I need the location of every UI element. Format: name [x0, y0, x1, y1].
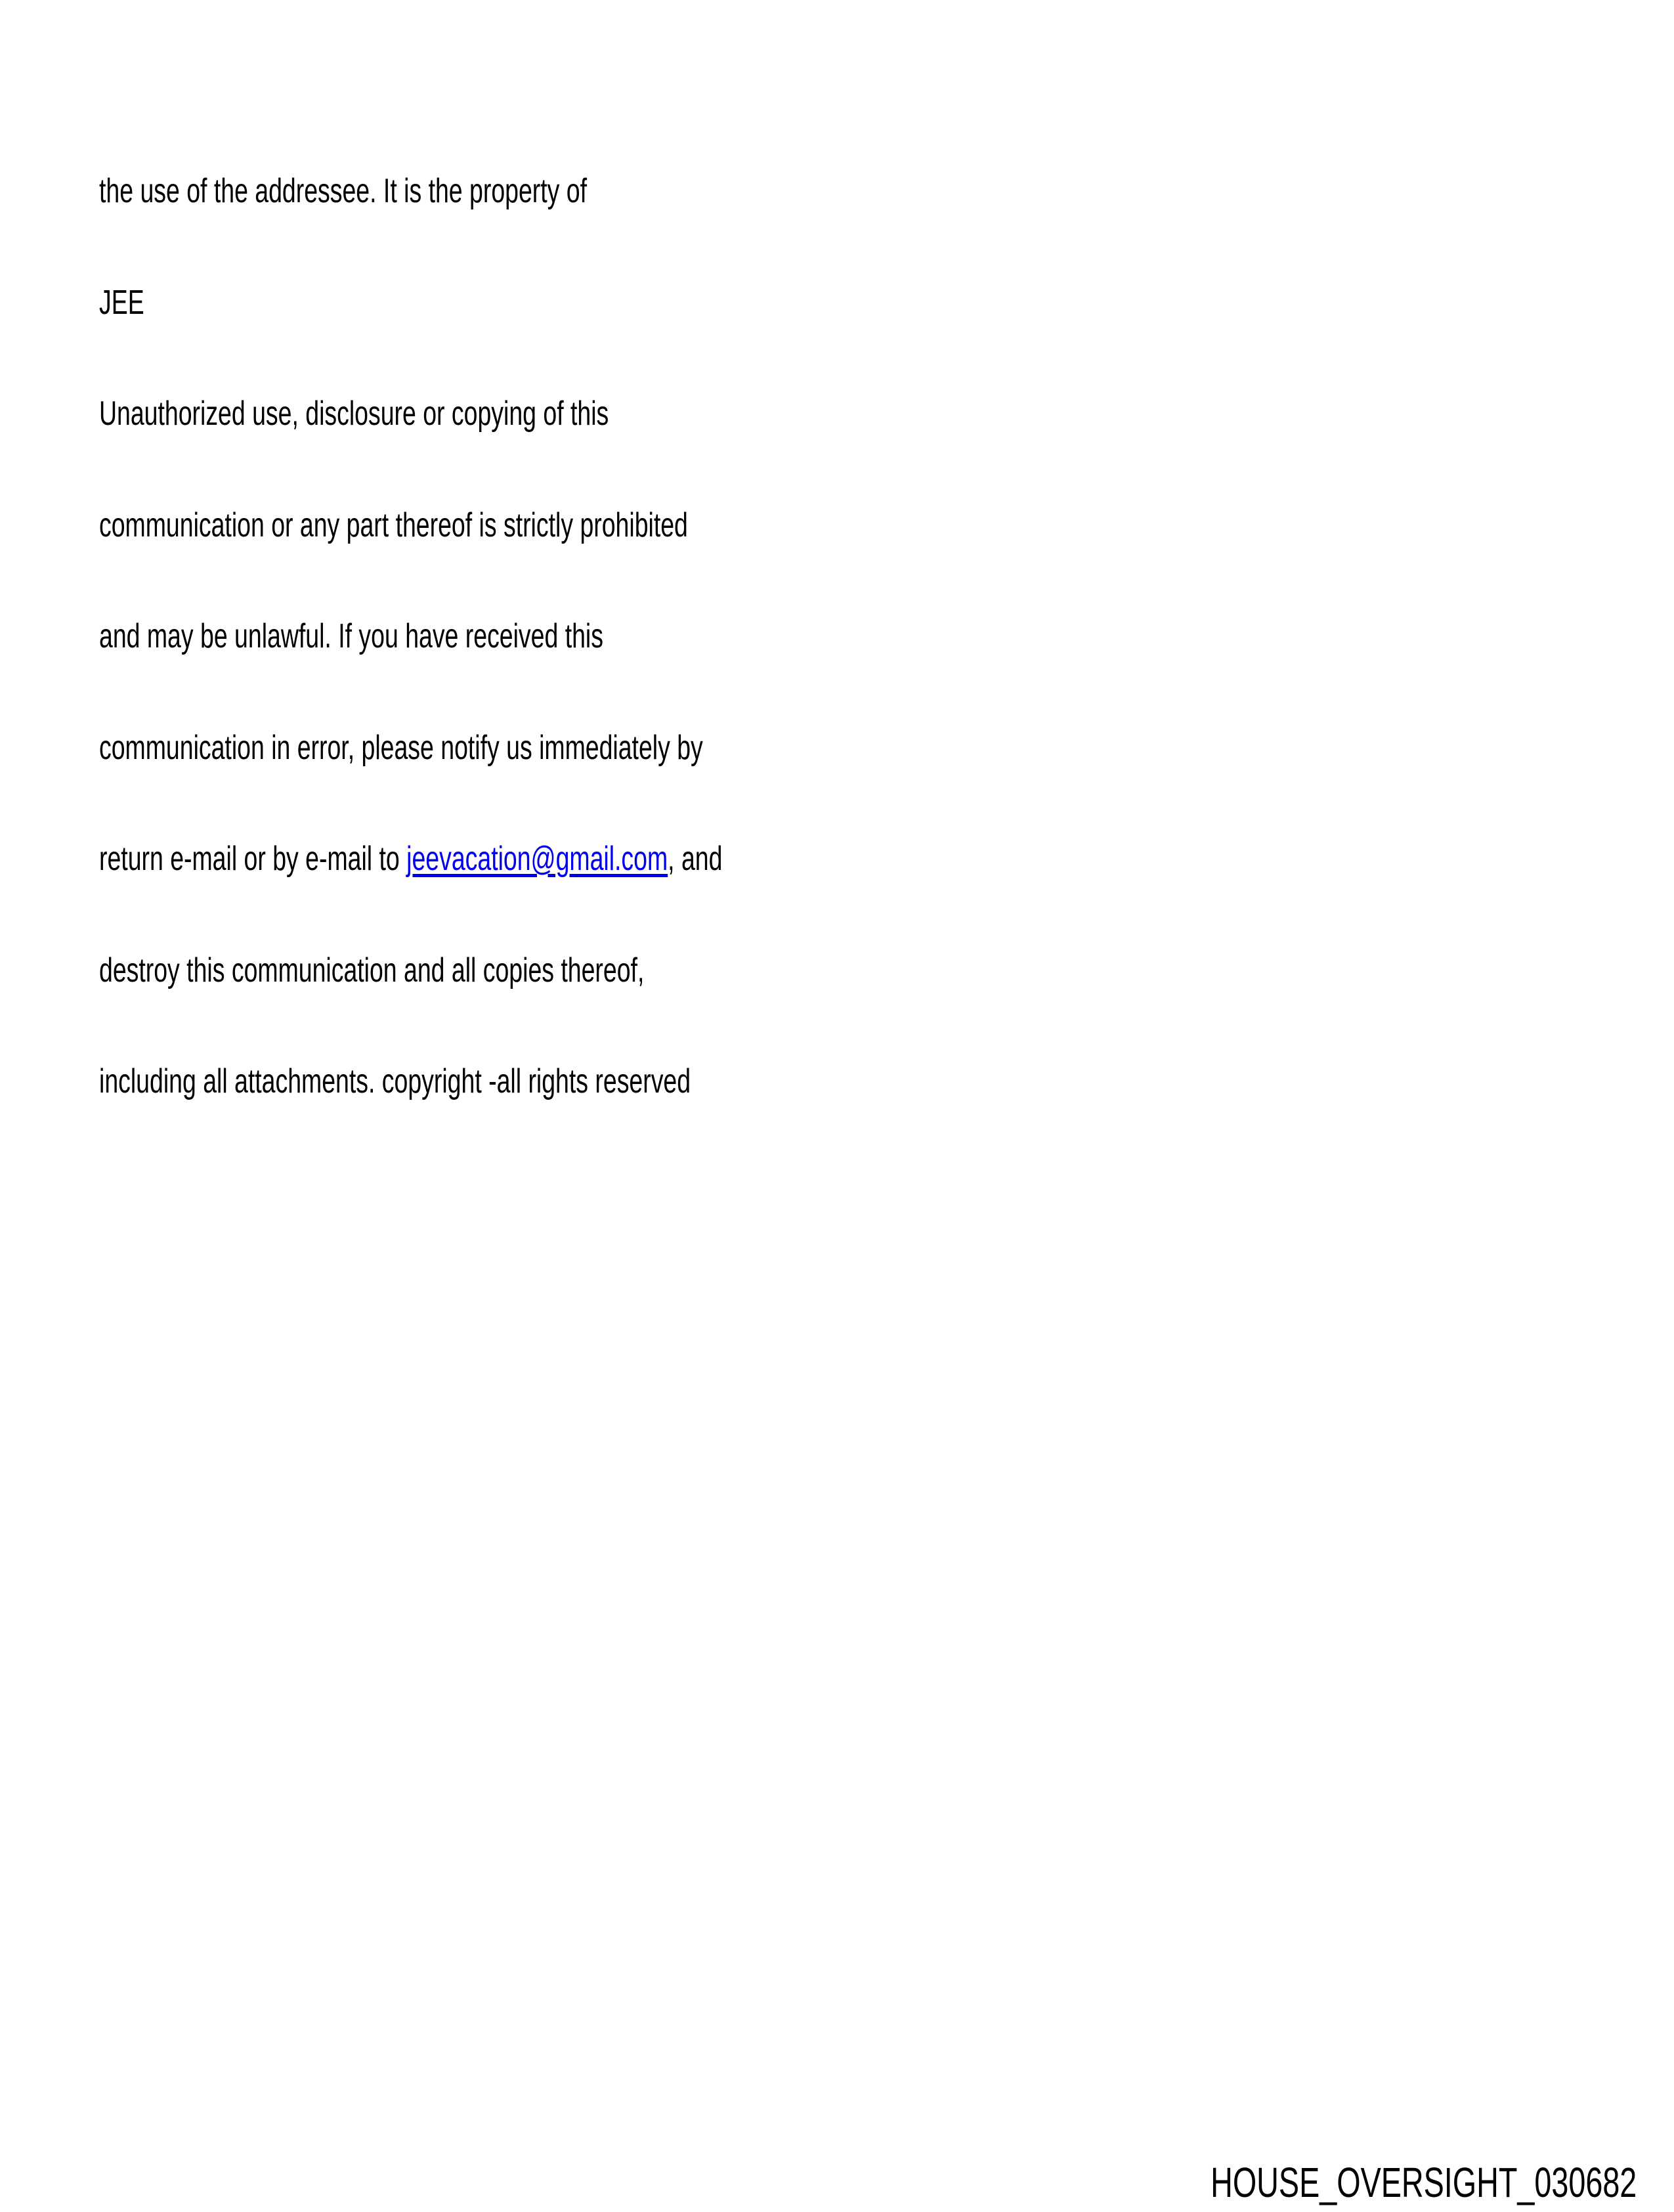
disclaimer-text: and may be unlawful. If you have received this	[99, 617, 603, 655]
disclaimer-text: return e-mail or by e-mail to	[99, 840, 407, 878]
disclaimer-line	[99, 284, 808, 322]
disclaimer-text: JEE	[99, 283, 144, 322]
disclaimer-line	[99, 507, 808, 544]
disclaimer-line	[99, 173, 808, 210]
disclaimer-text: , and	[668, 840, 723, 878]
disclaimer-text: destroy this communication and all copies thereof,	[99, 951, 645, 989]
disclaimer-line	[99, 618, 808, 655]
disclaimer-line	[99, 1063, 808, 1100]
disclaimer-text: Unauthorized use, disclosure or copying of this	[99, 395, 609, 433]
email-disclaimer-block	[99, 98, 808, 1175]
disclaimer-line	[99, 729, 808, 767]
disclaimer-text: communication or any part thereof is strictly prohibited	[99, 506, 688, 544]
disclaimer-text: communication in error, please notify us immediately by	[99, 728, 703, 767]
email-link[interactable]: jeevacation@gmail.com	[406, 840, 668, 878]
disclaimer-text: including all attachments. copyright -all rights reserved	[99, 1062, 691, 1100]
disclaimer-line	[99, 395, 808, 433]
disclaimer-text: the use of the addressee. It is the property of	[99, 172, 588, 210]
disclaimer-line	[99, 952, 808, 989]
disclaimer-line	[99, 840, 808, 878]
bates-number: HOUSE_OVERSIGHT_030682	[1210, 2159, 1637, 2206]
